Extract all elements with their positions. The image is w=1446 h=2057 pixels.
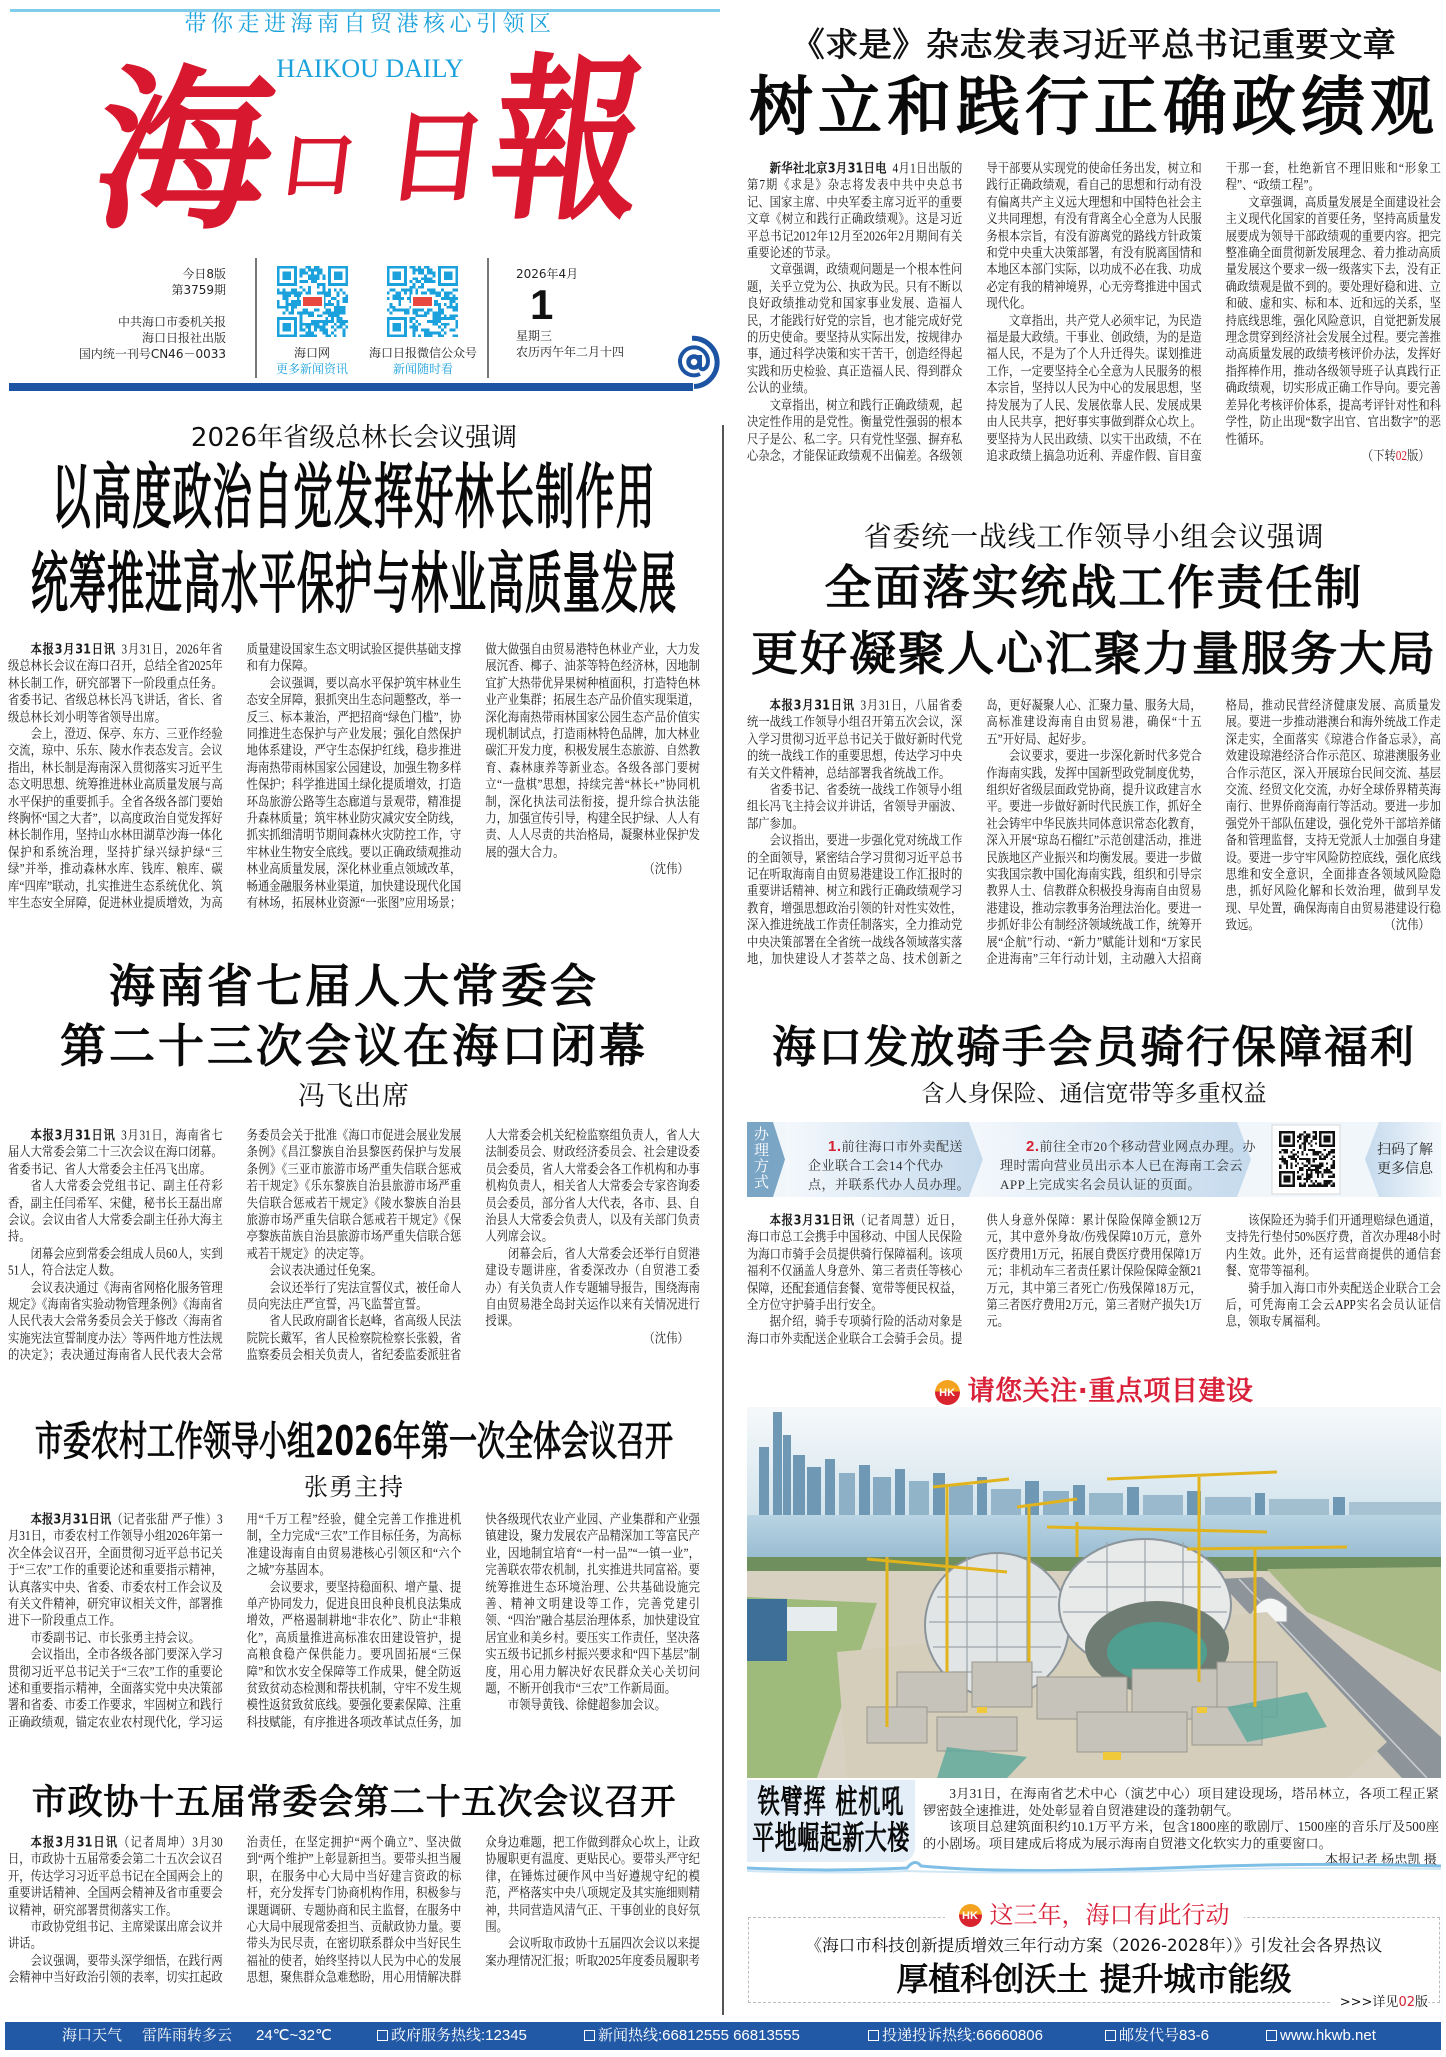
masthead-slogan: 带你走进海南自贸港核心引领区: [184, 12, 556, 37]
paragraph-text: 3月31日，2026年省级总林长会议在海口召开，总结全省2025年林长制工作，研究部署下一阶段重点任务。省委书记、省级总林长冯飞讲话，省长、省级总林长刘小明等省领导出席。: [8, 643, 223, 725]
masthead-english-name: HAIKOU DAILY: [276, 54, 464, 83]
qr-label: 海口日报微信公众号: [368, 346, 477, 360]
forestry-article: [8, 415, 700, 635]
article-byline: （沈伟）: [643, 862, 689, 877]
article-headline[interactable]: 海口发放骑手会员骑行保障福利: [772, 1022, 1416, 1073]
article-subhead: 含人身保险、通信宽带等多重权益: [921, 1081, 1267, 1107]
caption-title-text: 平地崛起新大楼: [752, 1821, 910, 1858]
jump-prefix: >>>详见: [1339, 1995, 1399, 2010]
article-paragraph: 文章指出，共产党人必须牢记，为民造福是最大政绩。干事业、创政绩，为的是造福人民，不是为了个人升迁得失。谋划推进工作，一定要坚持全心全意为人民服务的根本宗旨，坚持以人民为中心的发展思想，坚持发展为了人民、发展依靠人民、发展成果由人民共享，把好事实事做到群众心坎上。要坚持为人民出政绩、以实干出政绩，不在追求政绩上搞急功近利、弄虚作假、盲目蛮干那一套，杜绝新官不理旧账和“形象工程”、“政绩工程”。: [986, 162, 1441, 464]
step-text: 前往全市20个移动营业网点办理。办理时需向营业员出示本人已在海南工会云APP上完成实名会员认证的页面。: [1000, 1139, 1257, 1192]
headline-line: 以高度政治自觉发挥好林长制作用: [51, 458, 657, 540]
footer-item-delivery-hotline: [868, 2022, 1043, 2050]
paragraph-text: （记者周坤）3月30日，市政协十五届常委会第二十五次会议召开，传达学习习近平总书记在全国两会上的重要讲话精神、全国两会精神及省市重要会议精神，研究部署贯彻落实工作。: [8, 1836, 223, 1918]
jump-page-number: 02: [1398, 1995, 1415, 2010]
paragraph-text: 3月31日，八届省委统一战线工作领导小组召开第五次会议，深入学习贯彻习近平总书记关于做好新时代党的统一战线工作的重要思想，传达学习中央有关文件精神，总结部署我省统战工作。: [747, 699, 963, 781]
article-paragraph: 会上，澄迈、保亭、东方、三亚作经验交流，琼中、乐东、陵水作表态发言。会议指出，林长制是海南深入贯彻落实习近平生态文明思想、统筹推进林业高质量发展与高水平保护的重要抓手。全省各级各部门要始终胸怀“国之大者”，以高度政治自觉发挥好林长制作用，坚持山水林田湖草沙海一体化保护和系统治理，坚持扩绿兴绿护绿“三绿”并举，推动森林水库、钱库、粮库、碳库“四库”联动，扎实推进生态系统优化、筑牢生态安全屏障，促进林业提质增效，为高质量建设国家生态文明试验区提供基础支撑和有力保障。: [8, 643, 462, 911]
edition-pages: 今日8版: [182, 267, 226, 281]
headline-line: 市委农村工作领导小组2026年第一次全体会议召开: [35, 1417, 673, 1466]
article-body: [747, 161, 1441, 486]
date-lunar: 农历丙午年二月十四: [516, 345, 625, 359]
masthead-name-char: 口: [275, 123, 361, 209]
article-paragraph: 市委副书记、市长张勇主持会议。: [30, 1631, 201, 1646]
article-body: [8, 1128, 700, 1386]
paragraph-text: 会议要求，要进一步深化新时代多党合作海南实践，发挥中国新型政党制度优势，组织好省级层面政党协商，提升议政建言水平。要进一步做好新时代民族工作，抓好全社会铸牢中华民族共同体意识常态化教育，深入开展“琼岛石榴红”示范创建活动，推进民族地区产业振兴和均衡发展。要进一步做实我国宗教中国化海南实践，组织和引导宗教界人士、信教群众积极投身海南自由贸易港建设，推动宗教事务治理法治化。要进一步抓好非公有制经济领域统战工作，统筹开展“企航”行动、“新力”赋能计划和“万家民企进海南”三年行动计划，主动融入大招商格局，推动民营经济健康发展、高质量发展。要进一步推动港澳台和海外统战工作走深走实，全面落实《琼港合作备忘录》，高效建设琼港经济合作示范区、琼港澳服务业合作示范区，深入开展琼台民间交流、基层交流、经贸文化交流，办好全球侨界精英海南行、世界侨商海南行等活动。要进一步加强党外干部队伍建设，强化党外干部培养储备和管理监督，支持无党派人士加强自身建设。要进一步守牢风险防控底线，强化底线思维和安全意识，全面排查各领域风险隐患，抓好风险化解和长效治理，做到早发现、早处置，确保海南自由贸易港建设行稳致远。: [986, 699, 1441, 967]
article-paragraph: 该保险还为骑手们开通理赔绿色通道，支持先行垫付50%医疗费，首次办理48小时内生效。此外，还有运营商提供的通信套餐、宽带等福利。: [1225, 1214, 1441, 1279]
qr-code-more-info: [1277, 1129, 1337, 1189]
masthead-name-char: 日: [379, 98, 495, 216]
article-paragraph: [8, 1128, 223, 1179]
article-headline[interactable]: 海南省七届人大常委会: [109, 959, 599, 1013]
article-paragraph: 会议指出，全市各级各部门要深入学习贯彻习近平总书记关于“三农”工作的重要论述和重要指示精神，全面落实党中央决策部署和省委、市委工作要求，牢固树立和践行正确政绩观，锚定农业农村现代化，学习运用“千万工程”经验，健全完善工作推进机制，全力完成“三农”工作目标任务，为高标准建设海南自由贸易港核心引领区和“六个之城”夯基固本。: [8, 1513, 462, 1730]
qr-scan-caption-line: 更多信息: [1377, 1161, 1433, 1177]
article-headline[interactable]: 更好凝聚人心汇聚力量服务大局: [751, 627, 1437, 682]
qr-scan-caption-line: 扫码了解: [1377, 1142, 1433, 1158]
article-headline[interactable]: 第二十三次会议在海口闭幕: [60, 1019, 648, 1073]
article-headline[interactable]: 树立和践行正确政绩观: [749, 71, 1439, 145]
article-body: [747, 698, 1441, 990]
rural-work-article: [8, 1410, 700, 1510]
continued-link[interactable]: [1226, 448, 1441, 465]
qr-code-haikou-net: [274, 263, 351, 340]
article-dateline: 本报3月31日讯: [769, 698, 855, 714]
masthead-name-char: 海: [84, 49, 285, 254]
step-number: 1.: [828, 1138, 842, 1155]
banner-text: 请您关注·重点项目建设: [967, 1376, 1254, 1407]
article-paragraph: [8, 1512, 223, 1630]
article-dateline: 本报3月31日讯: [30, 642, 116, 658]
article-paragraph: 会议强调，要以高水平保护筑牢林业生态安全屏障，狠抓突出生态问题整改，举一反三、标本兼治，严把招商“绿色门槛”，协同推进生态保护与产业发展；强化自然保护地体系建设，严守生态保护红线，稳步推进海南热带雨林国家公园建设，加强生物多样性保护；科学推进国土绿化提质增效，打造环岛旅游公路等生态廊道与景观带，精准提升森林质量；筑牢林业防灾减灾安全防线，抓实抓细清明节期间森林火灾防控工作，守牢林业生物安全底线。要以正确政绩观推动林业高质量发展，深化林业重点领域改革，畅通金融服务林业渠道，加快建设现代化国有林场，拓展林业资源“一张图”应用场景；做大做强自由贸易港特色林业产业，大力发展沉香、椰子、油茶等特色经济林，因地制宜扩大热带优异果树种植面积，打造特色林业产业集群；拓展生态产品价值实现渠道，深化海南热带雨林国家公园生态产品价值实现机制试点，打造雨林特色品牌，加大林业碳汇开发力度，积极发展生态旅游、自然教育、森林康养等新业态。各级各部门要树立“一盘棋”思想，持续完善“林长+”协同机制，深化执法司法衔接，提升综合执法能力，加强宣传引导，构建全民护绿、人人有责、人人尽责的共治格局，凝聚林业保护发展的强大合力。: [246, 643, 700, 911]
footer-item-text: 政府服务热线:12345: [391, 2027, 527, 2044]
article-kicker: 省委统一战线工作领导小组会议强调: [863, 520, 1325, 553]
date-year-month: 2026年4月: [516, 267, 579, 281]
footer-item-government-hotline: [377, 2022, 527, 2050]
qr-caption: 新闻随时看: [392, 362, 453, 376]
npc-article: [8, 950, 700, 1120]
publisher-line: 海口日报社出版: [141, 331, 226, 345]
footer-item-news-hotline: [584, 2022, 800, 2050]
square-bullet-icon: [584, 2030, 595, 2041]
paragraph-text: （记者周慧）近日，海口市总工会携手中国移动、中国人民保险为海口市骑手会员提供骑行保障福利。该项福利不仅涵盖人身意外、第三者责任等核心保障，还配套通信套餐、宽带等便民权益，全方位守护骑手出行安全。: [747, 1214, 963, 1313]
column-divider: [722, 425, 724, 2015]
article-kicker: 《求是》杂志发表习近平总书记重要文章: [791, 25, 1397, 64]
article-body: [8, 1835, 700, 2004]
footer-item-website[interactable]: [1266, 2022, 1376, 2050]
promo-headline[interactable]: 厚植科创沃土 提升城市能级: [896, 1960, 1292, 1998]
step-text: 前往海口市外卖配送企业联合工会14个代办点，并联系代办人员办理。: [808, 1139, 971, 1192]
article-headline[interactable]: 全面落实统战工作责任制: [824, 561, 1364, 616]
article-paragraph: 文章强调，政绩观问题是一个根本性问题，关乎立党为公、执政为民。只有不断以良好政绩推动党和国家事业发展、造福人民，才能践行好党的宗旨，也才能完成好党的历史使命。要坚持从实际出发，按规律办事，通过科学决策和实干苦干，创造经得起实践和历史检验、真正造福人民、得到群众公认的业绩。: [747, 263, 963, 396]
article-subhead: 冯飞出席: [298, 1081, 410, 1112]
construction-site-photo: [747, 1407, 1441, 1778]
publisher-line: 中共海口市委机关报: [117, 315, 226, 329]
article-paragraph: 文章强调，高质量发展是全面建设社会主义现代化国家的首要任务，坚持高质量发展要成为领导干部政绩观的重要内容。把完整准确全面贯彻新发展理念、着力推动高质量发展这个要求一级一级落实下去，没有正确政绩观是做不到的。要处理好稳和进、立和破、虚和实、标和本、近和远的关系，坚持底线思维，强化风险意识，自觉把新发展理念贯穿到经济社会发展全过程。要完善推动高质量发展的政绩考核评价办法，发挥好指挥棒作用，推动各级领导班子认真践行正确政绩观，切实形成正确工作导向。要完善差异化考核评价体系，提高考评针对性和科学性，防止出现“数字出官、官出数字”的恶性循环。: [1225, 195, 1441, 447]
caption-paragraph: 3月31日，在海南省艺术中心（演艺中心）项目建设现场，塔吊林立，各项工程正紧锣密鼓全速推进，处处彰显着自贸港建设的蓬勃朝气。: [923, 1786, 1439, 1818]
step-number: 2.: [1026, 1138, 1040, 1155]
masthead-name-char: 報: [480, 37, 656, 245]
article-paragraph: [8, 642, 223, 726]
rider-article: [747, 1010, 1441, 1210]
how-to-apply-tab: 办理方式: [752, 1126, 770, 1190]
article-paragraph: 据介绍，骑手专项骑行险的活动对象是海口市外卖配送企业联合工会骑手会员。提供人身意外保障：累计保险保障金额12万元，其中意外身故/伤残保障10万元，意外医疗费用1万元，拓展自费医疗费用保障1万元；非机动车三者责任累计保险保障金额21万元，其中第三者死亡/伤残保障18万元，第三者医疗费用2万元，第三者财产损失1万元。: [747, 1214, 1202, 1347]
article-paragraph: 省委书记、省委统一战线工作领导小组组长冯飞主持会议并讲话，省领导尹丽波、郜广参加。: [747, 783, 963, 832]
publisher-info: [40, 314, 226, 362]
caption-text: 该项目总建筑面积约10.1万平方米，包含1800座的歌剧厅、1500座的音乐厅及500座的小剧场。项目建成后将成为展示海南自贸港文化软实力的重要窗口。: [923, 1819, 1439, 1851]
article-paragraph: 会议还举行了宪法宣誓仪式，被任命人员向宪法庄严宣誓，冯飞监誓宣誓。: [246, 1281, 462, 1313]
banner-text: 这三年，海口有此行动: [989, 1901, 1230, 1929]
hk-logo-icon: HK: [935, 1380, 960, 1405]
article-paragraph: 骑手加入海口市外卖配送企业联合工会后，可凭海南工会云APP实名会员认证信息，领取专属福利。: [1225, 1281, 1441, 1330]
square-bullet-icon: [1105, 2030, 1116, 2041]
article-dateline: 新华社北京3月31日电: [769, 161, 887, 177]
paragraph-text: （记者张甜 严子惟）3月31日，市委农村工作领导小组2026年第一次全体会议召开，全面贯彻习近平总书记关于“三农”工作的重要论述和重要指示精神，认真落实中央、省委、市委农村工作会议及有关文件精神，研究审议相关文件，部署推进下一阶段重点工作。: [8, 1513, 223, 1629]
article-subhead: 张勇主持: [304, 1473, 404, 1501]
jump-prefix: （下转: [1361, 449, 1396, 464]
footer-item-text: 新闻热线:66812555 66813555: [598, 2027, 800, 2044]
article-paragraph: 闭幕会应到常委会组成人员60人，实到51人，符合法定人数。: [8, 1247, 223, 1279]
headline-line: 统筹推进高水平保护与林业高质量发展: [31, 545, 677, 623]
masthead-bottom-bar: [9, 383, 693, 391]
article-byline: （沈伟）: [1384, 918, 1430, 933]
article-byline: （沈伟）: [643, 1331, 689, 1346]
footer-item-text: 投递投诉热线:66660806: [882, 2027, 1043, 2044]
issue-date: [516, 266, 666, 360]
how-to-apply-strip: [747, 1122, 1441, 1197]
how-to-step: [808, 1137, 970, 1194]
publisher-line: 国内统一刊号CN46－0033: [78, 347, 226, 361]
qr-code-wechat-account: [384, 263, 461, 340]
caption-paragraph: [923, 1819, 1439, 1867]
article-dateline: 本报3月31日讯: [30, 1835, 119, 1851]
footer-item-postal-code: [1105, 2022, 1209, 2050]
weather-condition: 雷阵雨转多云: [142, 2027, 233, 2044]
photo-credit: 本报记者 杨忠凯 摄: [1324, 1852, 1437, 1867]
article-headline[interactable]: [8, 458, 700, 540]
article-kicker: 2026年省级总林长会议强调: [190, 423, 518, 453]
paragraph-text: 4月1日出版的第7期《求是》杂志将发表中共中央总书记、国家主席、中央军委主席习近平的重要文章《树立和践行正确政绩观》。这是习近平总书记2012年12月至2026年2月期间有关重要论述的节录。: [747, 162, 963, 261]
article-paragraph: 省人大常委会党组书记、副主任苻彩香，副主任闫希军、宋健，秘书长王磊出席会议。会议由省人大常委会副主任孙大海主持。: [8, 1179, 223, 1245]
promo-banner: [747, 1901, 1441, 1932]
square-bullet-icon: [868, 2030, 879, 2041]
caption-title-text: 铁臂挥 桩机吼: [757, 1785, 905, 1822]
jump-page-number: 02: [1395, 449, 1408, 464]
article-paragraph: 省人民政府副省长赵峰，省高级人民法院院长戴军，省人民检察院检察长张毅，省监察委员会相关负责人，省纪委监委派驻省人大常委会机关纪检监察组负责人，省人大法制委员会、财政经济委员会、社会建设委员会委员，省人大常委会各工作机构和办事机构负责人，相关省人大常委会专家咨询委员会委员，部分省人大代表，各市、县、自治县人大常委会负责人，以及有关部门负责人列席会议。: [246, 1129, 700, 1363]
edition-info: [80, 266, 226, 298]
article-paragraph: 会议指出，要进一步强化党对统战工作的全面领导，紧密结合学习贯彻习近平总书记在听取海南自由贸易港建设工作汇报时的重要讲话精神、树立和践行正确政绩观学习教育，增强思想政治引领的针对性实效性，深入推进统战工作责任制落实，全力推动党中央决策部署在全省统一战线各领域落实落地，加快建设人才荟萃之岛、技术创新之岛，更好凝聚人心、汇聚力量、服务大局，高标准建设海南自由贸易港，确保“十五五”开好局、起好步。: [747, 699, 1202, 967]
hk-logo-icon: HK: [959, 1904, 982, 1927]
article-dateline: 本报3月31日讯: [769, 1213, 855, 1229]
article-paragraph: 文章指出，树立和践行正确政绩观，起决定性作用的是党性。衡量党性强弱的根本尺子是公、私二字。只有党性坚强、摒弃私心杂念，才能保证政绩观不出偏差。各级领导干部要从实现党的使命任务出发，树立和践行正确政绩观，看自己的思想和行动有没有偏离共产主义远大理想和中国特色社会主义共同理想，有没有背离全心全意为人民服务根本宗旨，有没有游离党的路线方针政策和党中央重大决策部署，有没有脱离国情和本地区本部门实际，以功成不必在我、功成必定有我的精神境界，心无旁骛推进中国式现代化。: [747, 162, 1202, 464]
at-sign-icon: [672, 332, 724, 394]
article-paragraph: 会议要求，要坚持稳面积、增产量、提单产协同发力，促进良田良种良机良法集成增效，严格遏制耕地“非农化”、防止“非粮化”，高质量推进高标准农田建设管护，提高粮食稳产保供能力。要巩固拓展“三保障”和饮水安全保障等工作成果，健全防返贫致贫动态检测和帮扶机制，守牢不发生规模性返贫致贫底线。要强化要素保障、注重科技赋能，有序推进各项改革试点任务，加快各级现代农业产业园、产业集群和产业强镇建设，聚力发展农产品精深加工等富民产业，因地制宜培育“一村一品”“一镇一业”，完善联农带农机制，扎实推进共同富裕。要统筹推进生态环境治理、公共基础设施完善、精神文明建设等工作，完善党建引领、“四治”融合基层治理体系，加快建设宜居宜业和美乡村。要压实工作责任，坚决落实五级书记抓乡村振兴要求和“四下基层”制度，用心用力解决好农民群众关心关切问题，不断开创我市“三农”工作新局面。: [246, 1513, 700, 1730]
weather-label: 海口天气: [62, 2027, 123, 2044]
square-bullet-icon: [377, 2030, 388, 2041]
article-paragraph: [747, 161, 962, 262]
how-to-step: [1000, 1137, 1262, 1194]
promo-banner-inner: [945, 1901, 1244, 1932]
article-paragraph: 会议表决通过《海南省网格化服务管理规定》《海南省实验动物管理条例》《海南省人民代表大会常务委员会关于修改〈海南省实施宪法宣誓制度办法〉等两件地方性法规的决定》；表决通过海南省人民代表大会常务委员会关于批准《海口市促进会展业发展条例》《昌江黎族自治县黎医药保护与发展条例》《三亚市旅游市场严重失信联合惩戒若干规定》《乐东黎族自治县旅游市场严重失信联合惩戒若干规定》《陵水黎族自治县旅游市场严重失信联合惩戒若干规定》《保亭黎族苗族自治县旅游市场严重失信联合惩戒若干规定》的决定等。: [8, 1129, 462, 1363]
photo-feature-banner: [747, 1376, 1441, 1411]
article-paragraph: [747, 1213, 962, 1314]
footer-item-text: www.hkwb.net: [1280, 2027, 1376, 2044]
article-headline[interactable]: [8, 545, 700, 623]
article-paragraph: 市领导黄钱、徐健超参加会议。: [507, 1698, 667, 1713]
article-paragraph: 闭幕会后，省人大常委会还举行自贸港建设专题讲座，省委深改办（自贸港工委办）有关负责人作专题辅导报告，围绕海南自由贸易港全岛封关运作以来有关情况进行授课。: [485, 1247, 700, 1329]
decorative-wave: [747, 1856, 1441, 1874]
article-body: [8, 642, 700, 931]
article-paragraph: [747, 698, 962, 782]
photo-caption-title: [747, 1785, 915, 1861]
article-headline[interactable]: [8, 1417, 700, 1466]
article-body: [747, 1213, 1441, 1349]
masthead: [0, 0, 722, 400]
date-weekday: 星期三: [516, 329, 553, 343]
article-dateline: 本报3月31日讯: [30, 1128, 116, 1144]
united-front-article: [747, 510, 1441, 690]
footer-item-text: 邮发代号83-6: [1119, 2027, 1210, 2044]
weather-temperature: 24℃~32℃: [256, 2027, 332, 2044]
jump-suffix: 版: [1414, 1995, 1428, 2010]
date-day: 1: [530, 281, 554, 328]
promo-jump-link[interactable]: [1330, 1995, 1428, 2011]
square-bullet-icon: [1266, 2030, 1277, 2041]
qr-label: 海口网: [293, 346, 330, 360]
article-paragraph: [8, 1835, 223, 1919]
qr-scan-caption: [1377, 1141, 1433, 1179]
edition-issue: 第3759期: [171, 283, 226, 297]
qr-caption: 更多新闻资讯: [275, 362, 348, 376]
jump-suffix: 版）: [1407, 449, 1430, 464]
masthead-divider: [255, 258, 257, 378]
masthead-divider: [487, 258, 489, 378]
article-dateline: 本报3月31日讯: [30, 1512, 112, 1528]
article-body: [8, 1512, 700, 1752]
paragraph-text: 3月31日，海南省七届人大常委会第二十三次会议在海口闭幕。省委书记、省人大常委会主任冯飞出席。: [8, 1129, 223, 1178]
article-paragraph: 市政协党组书记、主席梁谋出席会议并讲话。: [8, 1920, 223, 1952]
article-headline[interactable]: 市政协十五届常委会第二十五次会议召开: [31, 1783, 677, 1823]
article-paragraph: 会议表决通过任免案。: [269, 1264, 383, 1279]
article-paragraph: 会议强调，要带头深学细悟，在践行两会精神中当好政治引领的表率，切实扛起政治责任，在坚定拥护“两个确立”、坚决做到“两个维护”上彰显新担当。要带头担当履职，在服务中心大局中当好建言资政的标杆，充分发挥专门协商机构作用，积极参与课题调研、专题协商和民主监督，在服务中心大局中展现常委担当、贡献政协力量。要带头为民尽责，在密切联系群众中当好民生福祉的使者，始终坚持以人民为中心的发展思想，聚焦群众急难愁盼，用心用情解决群众身边难题，把工作做到群众心坎上，让政协履职更有温度、更贴民心。要带头严守纪律，在锤炼过硬作风中当好遵规守纪的模范，严格落实中央八项规定及其实施细则精神，共同营造风清气正、干事创业的良好氛围。: [8, 1836, 700, 1986]
article-paragraph: 会议听取市政协十五届四次会议以来提案办理情况汇报；听取2025年度委员履职考: [485, 1937, 700, 1969]
promo-kicker: 《海口市科技创新提质增效三年行动方案（2026-2028年）》引发社会各界热议: [805, 1936, 1383, 1955]
